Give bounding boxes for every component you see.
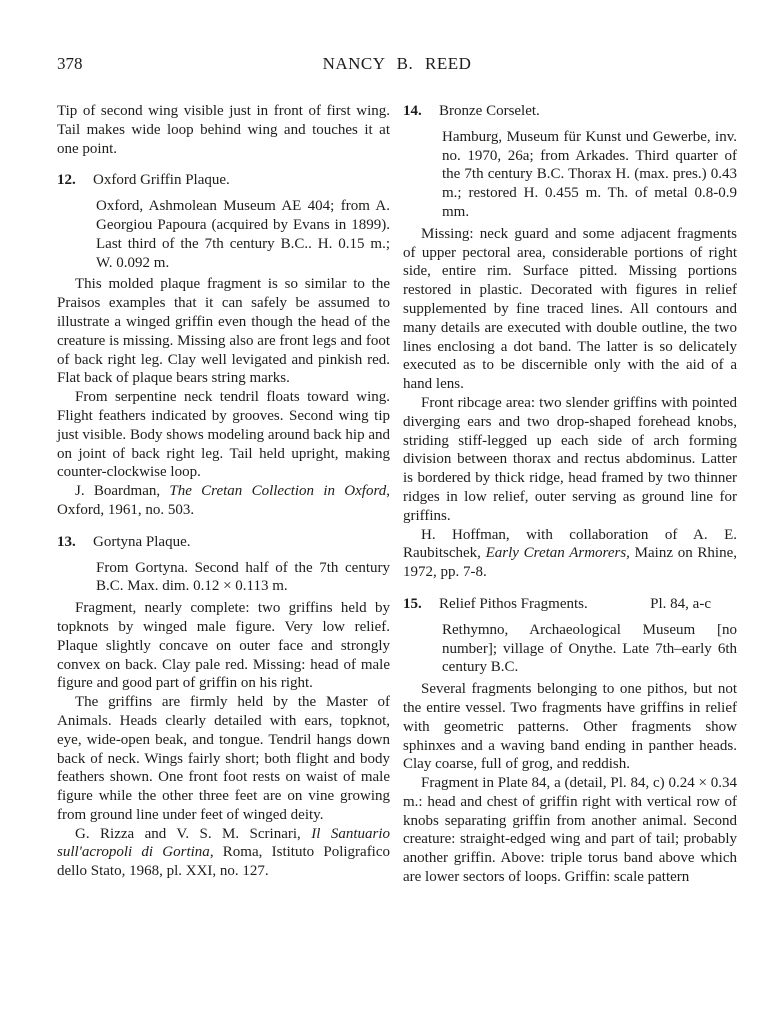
bib-text: G. Rizza and V. S. M. Scrinari, — [75, 825, 312, 842]
entry-13-heading — [57, 533, 390, 552]
bib-text: Mainz on Rhine, 1972, pp. 7-8. — [403, 545, 737, 581]
entry-15-paragraph-2: Fragment in Plate 84, a (detail, Pl. 84, c) 0.24 × 0.34 m.: head and chest of griffin right with vertical row of knobs separating griffin from another animal. Second creature: straight-edged wing and part of tail; probably another griffin. Above: triple torus band above which are lower sectors of loops. Griffin: scale pattern — [403, 775, 737, 886]
bib-text: , Oxford, 1961, no. 503. — [57, 483, 390, 518]
bib-title-italic: Early Cretan Armorers, — [485, 545, 630, 562]
entry-14-museum-info: Hamburg, Museum für Kunst und Gewerbe, inv. no. 1970, 26a; from Arkades. Third quarter of the 7th century B.C. Thorax H. (max. pres.) 0.43 m.; restored H. 0.455 m. Th. of metal 0.8-0.9 mm. — [442, 128, 737, 220]
running-head: NANCY B. REED — [322, 54, 472, 73]
entry-15-museum-info: Rethymno, Archaeological Museum [no number]; village of Onythe. Late 7th–early 6th century B.C. — [442, 621, 737, 676]
entry-13-paragraph-1: Fragment, nearly complete: two griffins held by topknots by winged male figure. Very low relief. Plaque slightly concave on outer face and strongly convex on back. Clay pale red. Missing: head of male figure and good part of griffin on his right. — [57, 600, 390, 692]
page-header — [57, 54, 737, 76]
entry-12-museum-info: Oxford, Ashmolean Museum AE 404; from A. Georgiou Papoura (acquired by Evans in 1899). Last third of the 7th century B.C.. H. 0.15 m.; W. 0.092 m. — [96, 198, 390, 271]
entry-15-title: Relief Pithos Fragments. — [439, 595, 588, 612]
entry-13-museum-info: From Gortyna. Second half of the 7th century B.C. Max. dim. 0.12 × 0.113 m. — [96, 559, 390, 595]
bib-text: , Roma, Istituto Poligrafico dello Stato, 1968, pl. XXI, no. 127. — [57, 844, 391, 880]
entry-12-paragraph-1: This molded plaque fragment is so similar to the Praisos examples that it can safely be assumed to illustrate a winged griffin even though the head of the creature is missing. Missing also are front legs and foot of back right leg. Clay well levigated and pinkish red. Flat back of plaque bears string marks. — [57, 276, 390, 387]
bib-text: J. Boardman, — [75, 483, 170, 500]
entry-13-number: 13. — [57, 533, 76, 550]
two-column-body — [57, 102, 737, 887]
bib-title-italic: Il Santuario sull'acropoli di Gortina — [57, 825, 390, 861]
continuation-paragraph: Tip of second wing visible just in front of first wing. Tail makes wide loop behind wing and touches it at one point. — [57, 103, 390, 157]
bib-text: H. Hoffman, with collaboration of A. E. Raubitschek, — [403, 526, 737, 562]
left-column — [57, 102, 390, 887]
entry-14-paragraph-2: Front ribcage area: two slender griffins with pointed diverging ears and two drop-shaped forehead knobs, striding stiff-legged up each side of arch forming division between thorax and rectus abdominus. Latter is bordered by thick ridge, head framed by two thinner ridges in low relief, outer serving as ground line for griffins. — [403, 394, 737, 524]
entry-14-number: 14. — [403, 103, 422, 119]
entry-14-paragraph-1: Missing: neck guard and some adjacent fragments of upper pectoral area, considerable portions of right side, entire rim. Surface pitted. Missing portions restored in plastic. Decorated with figures in relief supplemented by fine traced lines. All contours and many details are executed with double outline, the two lines enclosing a dot band. The latter is so delicately executed as to be discernible only with the aid of a hand lens. — [403, 225, 737, 393]
bib-title-italic: The Cretan Collection in Oxford — [169, 483, 387, 500]
entry-15-heading — [403, 595, 737, 614]
entry-12-number: 12. — [57, 172, 76, 189]
entry-14-heading — [403, 102, 737, 121]
page-number: 378 — [57, 54, 83, 73]
entry-14-bibliography — [403, 526, 737, 582]
entry-14-title: Bronze Corselet. — [439, 103, 540, 119]
entry-13-paragraph-2: The griffins are firmly held by the Master of Animals. Heads clearly detailed with ears, topknot, eye, wide-open beak, and tongue. Tendril hangs down back of neck. Wings fairly short; both flight and body feathers shown. One front foot rests on waist of male figure while the other three feet are on vine growing from ground line under feet of winged deity. — [57, 694, 390, 823]
entry-12-bibliography — [57, 482, 390, 520]
entry-12-paragraph-2: From serpentine neck tendril floats toward wing. Flight feathers indicated by grooves. Second wing tip just visible. Body shows modeling around back hip and on joint of back right leg. Tail held upright, making counter-clockwise loop. — [57, 389, 390, 481]
entry-12-heading — [57, 171, 390, 190]
entry-15-plate-label: Pl. 84, a-c — [650, 595, 711, 612]
entry-13-title: Gortyna Plaque. — [93, 533, 191, 550]
entry-15-number: 15. — [403, 595, 422, 612]
entry-15-paragraph-1: Several fragments belonging to one pithos, but not the entire vessel. Two fragments have griffins in relief with geometric patterns. Other fragments show sphinxes and a waving band ending in panther heads. Clay coarse, full of grog, and reddish. — [403, 681, 737, 773]
entry-13-bibliography — [57, 825, 390, 881]
right-column — [403, 102, 737, 887]
entry-12-title: Oxford Griffin Plaque. — [93, 172, 230, 189]
